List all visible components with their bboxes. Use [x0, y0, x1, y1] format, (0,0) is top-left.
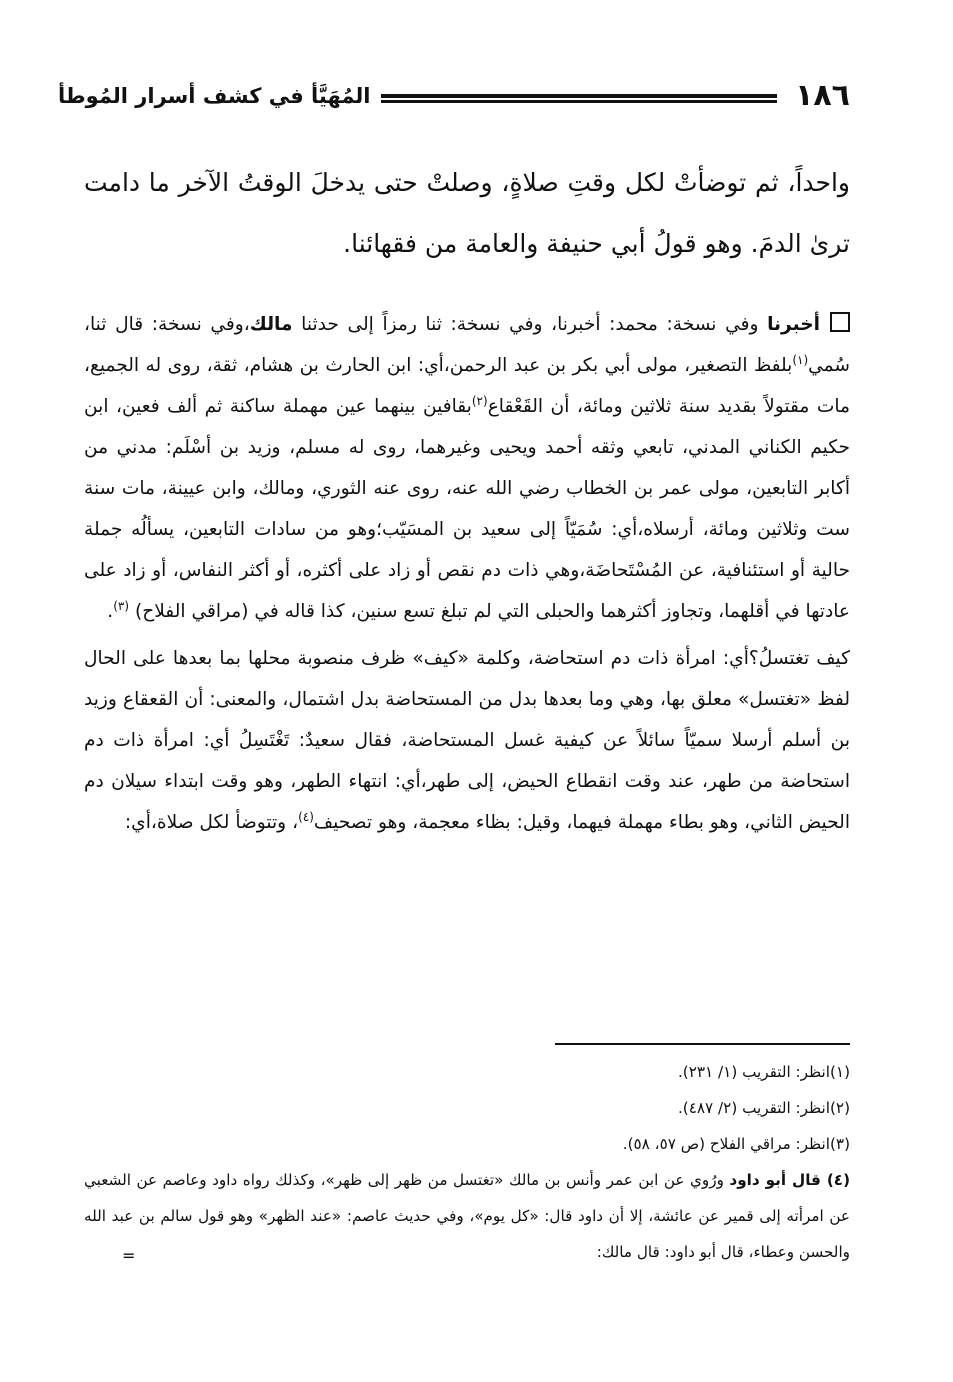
main-text [84, 152, 850, 849]
footnote-4-text: ورُوي عن ابن عمر وأنس بن مالك «تغتسل من ظهر إلى ظهر»، وكذلك رواه داود وعاصم عن الشعبي عن امرأته إلى قمير عن عائشة، إلا أن داود قال: «كل يوم»، وفي حديث عاصم: «عند الظهر» وهو قول سالم بن عبد الله والحسن وعطاء، قال أبو داود: قال مالك: [84, 1171, 850, 1261]
text-segment: وفي نسخة: محمد: أخبرنا، وفي نسخة: ثنا رمزاً إلى حدثنا [292, 314, 768, 335]
footnote-4 [84, 1162, 850, 1270]
footnote-4-label: (٤) قال أبو داود [729, 1171, 850, 1189]
text-segment: بقافين بينهما عين مهملة ساكنة ثم ألف فعين، ابن حكيم الكناني المدني، تابعي وثقه أحمد ويحيى وغيرهما، روى له مسلم، وزيد بن أسْلَم: مدني من أكابر التابعين، مولى عمر بن الخطاب رضي الله عنه، روى عنه الثوري، ومالك، وابن عيينة، مات سنة ست وثلاثين ومائة، أرسلاه،أي: سُمَيّاً إلى سعيد بن المسَيّب؛وهو من سادات التابعين، يسألُه جملة حالية أو استئنافية، عن المُسْتَحاضَة،وهي ذات دم نقص أو زاد على أكثره، أو أكثر النفاس، أو زاد على عادتها في أقلهما، وتجاوز أكثرهما والحبلى التي لم تبلغ تسع سنين، كذا قاله في (مراقي الفلاح) [84, 396, 850, 622]
text-segment: . [107, 601, 114, 622]
text-segment: بلفظ التصغير، مولى أبي بكر بن عبد الرحمن،أي: ابن الحارث بن هشام، ثقة، روى له الجميع، مات مقتولاً بقديد سنة ثلاثين ومائة، أن القَعْقاع [84, 355, 850, 417]
text-segment: ،وفي نسخة: قال ثنا، سُمي [84, 314, 850, 376]
running-header [58, 76, 850, 116]
footnote-ref: (٢) [471, 393, 488, 408]
text-segment: ، وتتوضأ لكل صلاة،أي: [124, 812, 299, 833]
book-title: المُهَيَّأ في كشف أسرار المُوطأ [58, 84, 371, 108]
square-marker-icon [830, 312, 850, 332]
page-number: ١٨٦ [795, 78, 850, 113]
footnote-3: (٣)انظر: مراقي الفلاح (ص ٥٧، ٥٨). [622, 1135, 850, 1153]
footnote-ref: (١) [792, 352, 809, 367]
lead-paragraph: واحداً، ثم توضأتْ لكل وقتِ صلاةٍ، وصلتْ حتى يدخلَ الوقتُ الآخر ما دامت ترىٰ الدمَ. وهو قولُ أبي حنيفة والعامة من فقهائنا. [84, 168, 850, 258]
continuation-mark: = [122, 1246, 136, 1265]
keyword-akhbarna: أخبرنا [767, 314, 820, 335]
narration-paragraph [84, 304, 850, 632]
footnote-ref: (٤) [298, 809, 314, 824]
footnote-ref: (٣) [113, 598, 130, 613]
footnotes [84, 1054, 850, 1270]
text-segment: كيف تغتسلُ؟أي: امرأة ذات دم استحاضة، وكلمة «كيف» ظرف منصوبة محلها بما بعدها على الحال لفظ «تغتسل» معلق بها، وهي وما بعدها بدل من المستحاضة بدل اشتمال، والمعنى: أن القعقاع وزيد بن أسلم أرسلا سميّاً سائلاً عن كيفية غسل المستحاضة، فقال سعيدٌ: تَغْتَسِلُ أي: امرأة ذات دم استحاضة من طهر، عند وقت انقطاع الحيض، إلى طهر،أي: انتهاء الطهر، وهو وقت ابتداء سيلان دم الحيض الثاني، وهو بطاء مهملة فيهما، وقيل: بظاء معجمة، وهو تصحيف [84, 648, 850, 833]
commentary-paragraph [84, 638, 850, 843]
header-rule [381, 94, 778, 103]
footnote-separator [555, 1043, 850, 1045]
keyword-malik: مالك [249, 314, 293, 335]
footnote-1: (١)انظر: التقريب (١/ ٢٣١). [677, 1063, 850, 1081]
footnote-2: (٢)انظر: التقريب (٢/ ٤٨٧). [677, 1099, 850, 1117]
